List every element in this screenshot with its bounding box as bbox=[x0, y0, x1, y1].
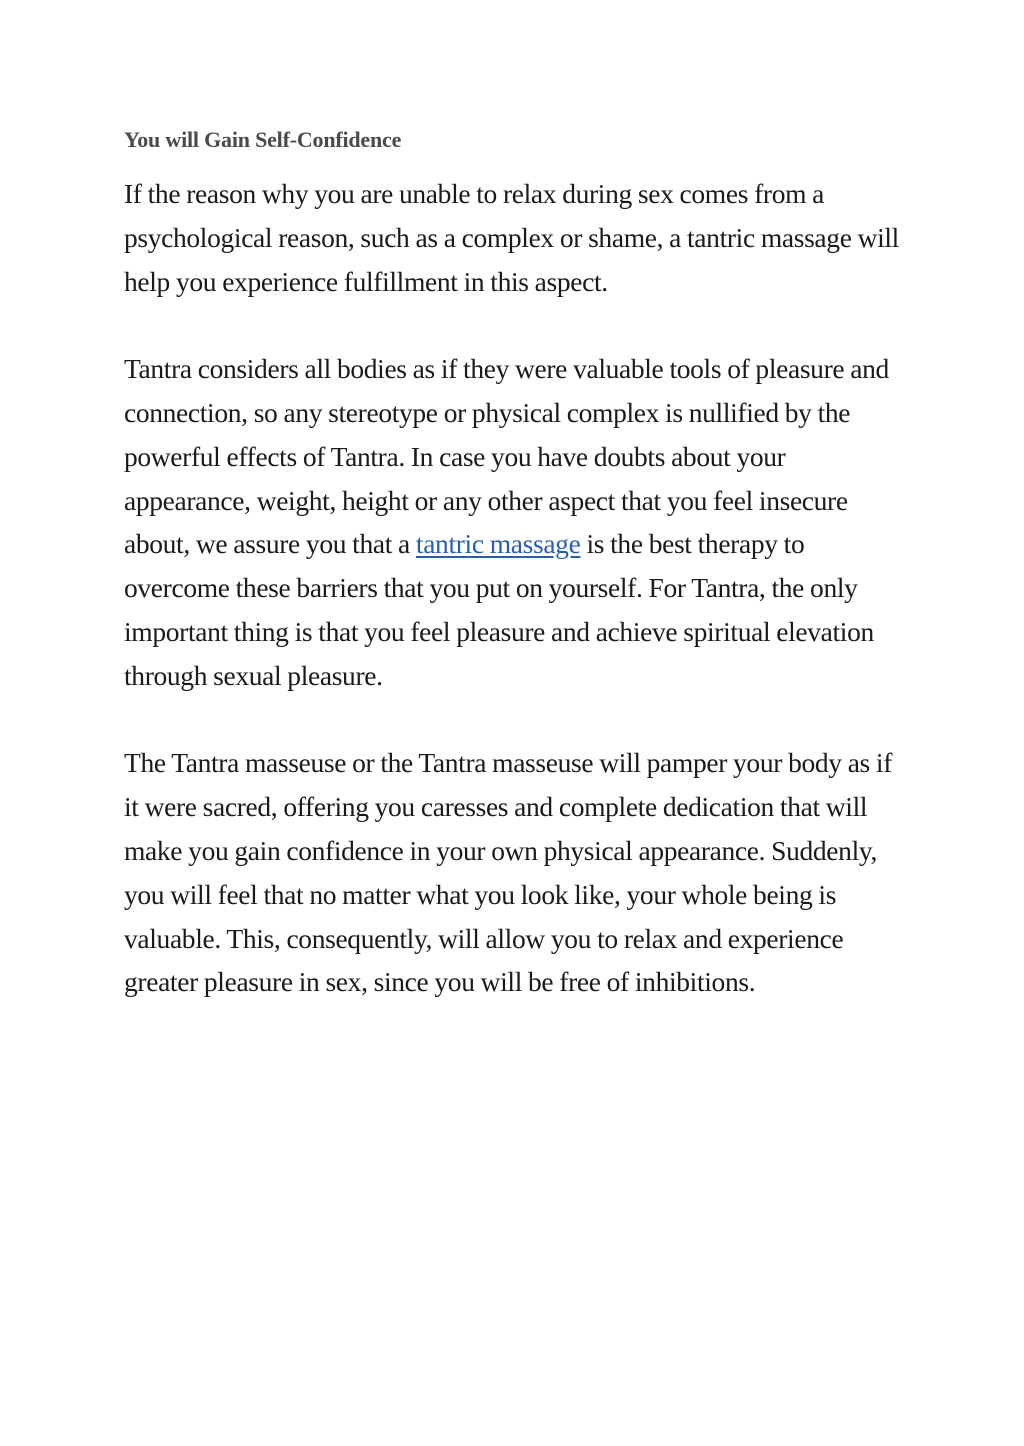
paragraph-2-text-after-link: is the best therapy to overcome these barriers that you put on yourself. For Tantra, the only important thing is that you feel pleasure and achieve spiritual elevation through sexual pleasure. bbox=[124, 528, 874, 691]
tantric-massage-link[interactable]: tantric massage bbox=[415, 528, 581, 560]
section-heading: You will Gain Self-Confidence bbox=[124, 127, 402, 152]
paragraph-2 bbox=[124, 347, 900, 697]
paragraph-1: If the reason why you are unable to relax during sex comes from a psychological reason, such as a complex or shame, a tantric massage will help you experience fulfillment in this aspect. bbox=[124, 178, 899, 297]
paragraph-2-text-before-link: Tantra considers all bodies as if they were valuable tools of pleasure and connection, so any stereotype or physical complex is nullified by the powerful effects of Tantra. In case you have doubts about your appearance, weight, height or any other aspect that you feel insecure about, we assure you that a bbox=[124, 353, 889, 560]
paragraph-3: The Tantra masseuse or the Tantra masseuse will pamper your body as if it were sacred, offering you caresses and complete dedication that will make you gain confidence in your own physical appearance. Suddenly, you will feel that no matter what you look like, your whole being is valuable. This, consequently, will allow you to relax and experience greater pleasure in sex, since you will be free of inhibitions. bbox=[124, 747, 893, 998]
article-body bbox=[124, 126, 900, 1048]
